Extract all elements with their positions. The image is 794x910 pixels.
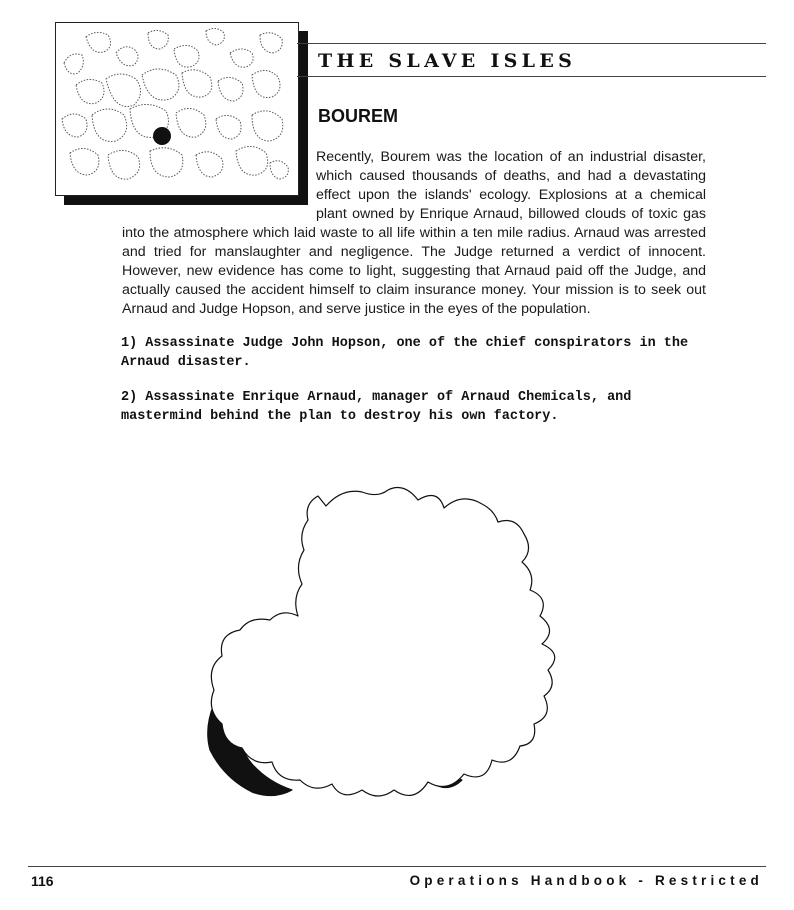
island-outline-icon [180, 470, 600, 820]
briefing-text: Recently, Bourem was the location of an industrial disaster, which caused thousands of deaths, and had a devastating effect upon the islands' ecology. Explosions at a chemical plant owned by Enrique Arnaud, billowed clouds of toxic gas into the atmosphere which laid waste to all life within a ten mile radius. Arnaud was arrested and tried for manslaughter and negligence. The Judge returned a verdict of innocent. However, new evidence has come to light, suggesting that Arnaud paid off the Judge, and actually caused the accident himself to claim insurance money. Your mission is to seek out Arnaud and Judge Hopson, and serve justice in the eyes of the population. [122, 149, 706, 317]
mission-briefing [122, 148, 706, 319]
location-dot-icon [153, 127, 171, 145]
section-title: THE SLAVE ISLES [318, 50, 577, 72]
page-number: 116 [31, 873, 54, 889]
map-wrap-spacer [122, 148, 316, 224]
objective-2: 2) Assassinate Enrique Arnaud, manager of Arnaud Chemicals, and mastermind behind the plan to destroy his own factory. [121, 390, 632, 424]
footer-title: Operations Handbook - Restricted [409, 873, 763, 888]
location-name: BOUREM [318, 106, 398, 126]
header-rule-top [297, 43, 766, 44]
header-rule-bottom [297, 76, 766, 77]
objective-1: 1) Assassinate Judge John Hopson, one of the chief conspirators in the Arnaud disaster. [121, 336, 689, 370]
footer-rule [28, 866, 766, 867]
